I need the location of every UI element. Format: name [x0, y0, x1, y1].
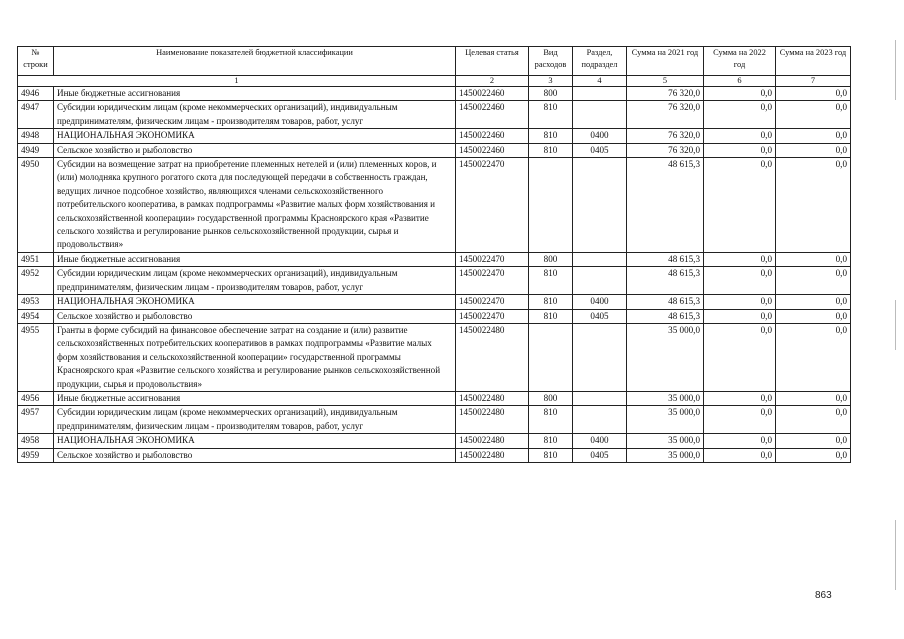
row-number: 4952	[18, 267, 54, 295]
row-number: 4948	[18, 129, 54, 143]
row-sum-2023: 0,0	[776, 323, 851, 391]
row-sum-2022: 0,0	[704, 295, 776, 309]
row-number: 4955	[18, 323, 54, 391]
table-row	[18, 252, 851, 266]
row-target-code: 1450022480	[456, 391, 529, 405]
row-sum-2021: 35 000,0	[627, 323, 704, 391]
row-section: 0405	[573, 448, 627, 462]
header-name: Наименование показателей бюджетной классификации	[54, 47, 456, 76]
row-expense-type	[529, 158, 573, 253]
row-sum-2021: 76 320,0	[627, 129, 704, 143]
row-sum-2022: 0,0	[704, 448, 776, 462]
row-expense-type: 810	[529, 434, 573, 448]
row-name: Иные бюджетные ассигнования	[54, 391, 456, 405]
row-sum-2022: 0,0	[704, 406, 776, 434]
row-name: Субсидии на возмещение затрат на приобретение племенных нетелей и (или) племенных коров, и (или) молодняка крупного рогатого скота для последующей передачи в собственность граждан, ведущих личное подсобное хозяйство, являющихся членами сельскохозяйственного потребительского кооператива, в рамках подпрограммы «Развитие малых форм хозяйствования и сельскохозяйственной кооперации» государственной программы Красноярского края «Развитие сельского хозяйства и регулирование рынков сельскохозяйственной продукции, сырья и продовольствия»	[54, 158, 456, 253]
header-sum-2021: Сумма на 2021 год	[627, 47, 704, 76]
row-number: 4949	[18, 143, 54, 157]
row-target-code: 1450022470	[456, 267, 529, 295]
row-section: 0400	[573, 295, 627, 309]
row-sum-2023: 0,0	[776, 158, 851, 253]
row-section	[573, 406, 627, 434]
table-header	[18, 47, 851, 87]
row-name: НАЦИОНАЛЬНАЯ ЭКОНОМИКА	[54, 434, 456, 448]
row-target-code: 1450022480	[456, 406, 529, 434]
row-target-code: 1450022470	[456, 252, 529, 266]
row-sum-2021: 35 000,0	[627, 391, 704, 405]
row-target-code: 1450022470	[456, 309, 529, 323]
scan-edge-mark	[895, 300, 896, 350]
column-number: 5	[627, 76, 704, 87]
row-section: 0400	[573, 434, 627, 448]
row-target-code: 1450022460	[456, 87, 529, 101]
table-row	[18, 406, 851, 434]
row-sum-2021: 76 320,0	[627, 87, 704, 101]
row-sum-2021: 48 615,3	[627, 267, 704, 295]
row-section	[573, 252, 627, 266]
row-sum-2021: 76 320,0	[627, 101, 704, 129]
row-name: Иные бюджетные ассигнования	[54, 252, 456, 266]
row-sum-2022: 0,0	[704, 101, 776, 129]
row-number: 4950	[18, 158, 54, 253]
row-target-code: 1450022460	[456, 101, 529, 129]
budget-table	[17, 46, 851, 463]
row-section	[573, 101, 627, 129]
column-number: 2	[456, 76, 529, 87]
row-number: 4954	[18, 309, 54, 323]
row-number: 4959	[18, 448, 54, 462]
header-sum-2022: Сумма на 2022 год	[704, 47, 776, 76]
row-name: Гранты в форме субсидий на финансовое обеспечение затрат на создание и (или) развитие сельскохозяйственных потребительских кооперативов в рамках подпрограммы «Развитие малых форм хозяйствования и сельскохозяйственной кооперации» государственной программы Красноярского края «Развитие сельского хозяйства и регулирование рынков сельскохозяйственной продукции, сырья и продовольствия»	[54, 323, 456, 391]
row-target-code: 1450022480	[456, 448, 529, 462]
scan-edge-mark	[895, 520, 896, 590]
table-body	[18, 87, 851, 463]
row-section	[573, 323, 627, 391]
row-name: НАЦИОНАЛЬНАЯ ЭКОНОМИКА	[54, 129, 456, 143]
row-expense-type: 810	[529, 267, 573, 295]
row-section: 0400	[573, 129, 627, 143]
row-sum-2021: 48 615,3	[627, 252, 704, 266]
table-row	[18, 295, 851, 309]
table-row	[18, 143, 851, 157]
row-name: Сельское хозяйство и рыболовство	[54, 448, 456, 462]
row-name: Сельское хозяйство и рыболовство	[54, 309, 456, 323]
row-sum-2021: 35 000,0	[627, 448, 704, 462]
column-number: 7	[776, 76, 851, 87]
row-number: 4946	[18, 87, 54, 101]
row-sum-2022: 0,0	[704, 323, 776, 391]
row-sum-2021: 35 000,0	[627, 434, 704, 448]
row-expense-type: 810	[529, 143, 573, 157]
row-target-code: 1450022470	[456, 295, 529, 309]
row-name: Субсидии юридическим лицам (кроме некоммерческих организаций), индивидуальным предпринимателям, физическим лицам - производителям товаров, работ, услуг	[54, 101, 456, 129]
table-row	[18, 391, 851, 405]
row-sum-2022: 0,0	[704, 391, 776, 405]
row-sum-2022: 0,0	[704, 158, 776, 253]
row-target-code: 1450022470	[456, 158, 529, 253]
row-sum-2023: 0,0	[776, 406, 851, 434]
row-number: 4956	[18, 391, 54, 405]
row-expense-type: 810	[529, 295, 573, 309]
row-expense-type: 800	[529, 87, 573, 101]
row-number: 4957	[18, 406, 54, 434]
row-sum-2023: 0,0	[776, 448, 851, 462]
row-sum-2022: 0,0	[704, 143, 776, 157]
row-sum-2022: 0,0	[704, 87, 776, 101]
row-expense-type: 810	[529, 101, 573, 129]
row-expense-type: 800	[529, 391, 573, 405]
row-section	[573, 87, 627, 101]
row-target-code: 1450022460	[456, 143, 529, 157]
column-number: 3	[529, 76, 573, 87]
row-name: Сельское хозяйство и рыболовство	[54, 143, 456, 157]
row-sum-2022: 0,0	[704, 309, 776, 323]
row-name: Иные бюджетные ассигнования	[54, 87, 456, 101]
row-name: Субсидии юридическим лицам (кроме некоммерческих организаций), индивидуальным предпринимателям, физическим лицам - производителям товаров, работ, услуг	[54, 406, 456, 434]
row-sum-2022: 0,0	[704, 434, 776, 448]
row-sum-2021: 35 000,0	[627, 406, 704, 434]
row-sum-2021: 48 615,3	[627, 295, 704, 309]
row-number: 4951	[18, 252, 54, 266]
row-sum-2021: 48 615,3	[627, 309, 704, 323]
row-sum-2023: 0,0	[776, 129, 851, 143]
row-sum-2023: 0,0	[776, 252, 851, 266]
row-expense-type	[529, 323, 573, 391]
column-number: 6	[704, 76, 776, 87]
header-row-no: № строки	[18, 47, 54, 76]
table-row	[18, 158, 851, 253]
column-number: 1	[18, 76, 456, 87]
row-number: 4953	[18, 295, 54, 309]
page-number: 863	[815, 590, 832, 601]
row-section	[573, 158, 627, 253]
row-expense-type: 810	[529, 129, 573, 143]
table-row	[18, 309, 851, 323]
row-name: НАЦИОНАЛЬНАЯ ЭКОНОМИКА	[54, 295, 456, 309]
row-target-code: 1450022480	[456, 323, 529, 391]
row-expense-type: 800	[529, 252, 573, 266]
header-target: Целевая статья	[456, 47, 529, 76]
row-section: 0405	[573, 309, 627, 323]
header-razdel: Раздел, подраздел	[573, 47, 627, 76]
row-sum-2023: 0,0	[776, 101, 851, 129]
table-row	[18, 129, 851, 143]
table-row	[18, 323, 851, 391]
row-target-code: 1450022480	[456, 434, 529, 448]
row-sum-2023: 0,0	[776, 295, 851, 309]
row-sum-2022: 0,0	[704, 267, 776, 295]
row-section	[573, 267, 627, 295]
row-sum-2023: 0,0	[776, 434, 851, 448]
header-sum-2023: Сумма на 2023 год	[776, 47, 851, 76]
header-vid: Вид расходов	[529, 47, 573, 76]
row-sum-2023: 0,0	[776, 87, 851, 101]
row-sum-2021: 48 615,3	[627, 158, 704, 253]
column-number-row	[18, 76, 851, 87]
table-row	[18, 448, 851, 462]
row-expense-type: 810	[529, 309, 573, 323]
row-sum-2023: 0,0	[776, 391, 851, 405]
row-expense-type: 810	[529, 448, 573, 462]
row-sum-2023: 0,0	[776, 267, 851, 295]
row-expense-type: 810	[529, 406, 573, 434]
scan-edge-mark	[895, 40, 896, 100]
row-sum-2023: 0,0	[776, 143, 851, 157]
table-row	[18, 434, 851, 448]
table-row	[18, 267, 851, 295]
table-row	[18, 87, 851, 101]
row-number: 4958	[18, 434, 54, 448]
row-section: 0405	[573, 143, 627, 157]
row-sum-2022: 0,0	[704, 252, 776, 266]
column-number: 4	[573, 76, 627, 87]
row-section	[573, 391, 627, 405]
row-name: Субсидии юридическим лицам (кроме некоммерческих организаций), индивидуальным предпринимателям, физическим лицам - производителям товаров, работ, услуг	[54, 267, 456, 295]
table-row	[18, 101, 851, 129]
row-number: 4947	[18, 101, 54, 129]
row-sum-2022: 0,0	[704, 129, 776, 143]
row-sum-2021: 76 320,0	[627, 143, 704, 157]
row-sum-2023: 0,0	[776, 309, 851, 323]
row-target-code: 1450022460	[456, 129, 529, 143]
